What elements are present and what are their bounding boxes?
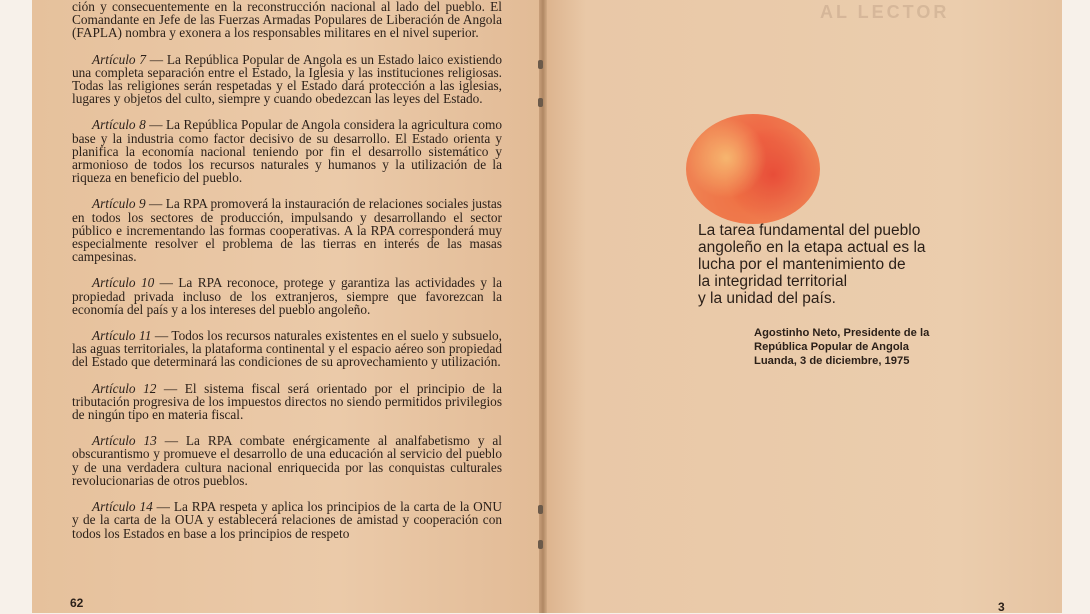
paragraph [72,434,502,487]
paragraph-text: ción y consecuentemente en la reconstrucción nacional al lado del pueblo. El Comandante en Jefe de las Fuerzas Armadas Populares de Liberación de Angola (FAPLA) nombra y exonera a los responsables militares en el nivel superior. [72,0,502,41]
article-label: Artículo 9 [92,196,146,212]
article-label: Artículo 12 [92,380,157,396]
attribution-line: Luanda, 3 de diciembre, 1975 [754,355,910,367]
article-label: Artículo 10 [92,275,155,291]
paragraph-text: — El sistema fiscal será orientado por el principio de la tributación progresiva de los impuestos directos no siendo permitidos privilegios de ningún tipo en materia fiscal. [72,380,503,423]
paragraph-text: — La RPA respeta y aplica los principios de la carta de la ONU y de la carta de la OUA y establecerá relaciones de amistad y cooperación con todos los Estados en base a los principios de respeto [72,499,502,541]
paragraph-text: — La RPA combate enérgicamente al analfabetismo y al obscurantismo y promueve el desarrollo de una educación al servicio del pueblo y de una verdadera cultura nacional enriquecida por las conquistas culturales revolucionarias de otros pueblos. [72,433,502,488]
paragraph-text: — La RPA reconoce, protege y garantiza las actividades y la propiedad privada incluso de los extranjeros, siempre que favorezcan la economía del país y a los intereses del pueblo angoleño. [72,275,503,317]
staple-mark [538,540,543,549]
attribution-line: República Popular de Angola [754,341,909,353]
paragraph [72,500,502,540]
left-page-body [72,0,502,553]
article-label: Artículo 8 [92,117,146,133]
attribution-line: Agostinho Neto, Presidente de la [754,327,930,339]
paragraph-text: — La República Popular de Angola considera la agricultura como base y la industria como factor decisivo de su desarrollo. El Estado orienta y planifica la economía nacional teniendo por fin el desarrollo sistemático y armonioso de todos los recursos naturales y humanos y la utilización de la riqueza en beneficio del pueblo. [72,117,502,186]
epigraph-quote [698,222,998,307]
quote-attribution [754,326,994,368]
paragraph [72,382,502,422]
paragraph [72,329,502,369]
quote-line: angoleño en la etapa actual es la [698,239,926,256]
quote-line: la integridad territorial [698,273,848,290]
article-label: Artículo 14 [92,499,153,515]
paragraph-text: — La RPA promoverá la instauración de relaciones sociales justas en todos los sectores de producción, impulsando y desarrollando el sector público e incrementando las formas cooperativas. A la RPA corresponderá muy especialmente resolver el problema de las tierras en interés de las masas campesinas. [72,196,502,265]
paragraph-text: — Todos los recursos naturales existentes en el suelo y subsuelo, las aguas territoriales, la plataforma continental y el espacio aéreo son propiedad del Estado que determinará las condiciones de su aprovechamiento y utilización. [72,328,502,370]
paragraph [72,276,502,316]
article-label: Artículo 7 [92,51,146,67]
staple-mark [538,60,543,69]
paragraph [72,0,502,40]
paragraph [72,53,502,106]
staple-mark [538,98,543,107]
paragraph [72,197,502,263]
staple-mark [538,505,543,514]
paragraph-text: — La República Popular de Angola es un Estado laico existiendo una completa separación entre el Estado, la Iglesia y las instituciones religiosas. Todas las religiones serán respetadas y el Estado dará protección a las iglesias, lugares y objetos del culto, siempre y cuando obedezcan las leyes del Estado. [72,51,502,107]
page-number-right: 3 [998,600,1005,614]
page-number-left: 62 [70,596,84,610]
paragraph [72,118,502,184]
sun-illustration [686,114,820,224]
book-gutter [539,0,547,613]
quote-line: La tarea fundamental del pueblo [698,222,921,239]
article-label: Artículo 13 [92,433,157,449]
quote-line: lucha por el mantenimiento de [698,256,906,273]
article-label: Artículo 11 [92,328,152,344]
show-through-heading: AL LECTOR [820,2,950,22]
quote-line: y la unidad del país. [698,290,836,307]
